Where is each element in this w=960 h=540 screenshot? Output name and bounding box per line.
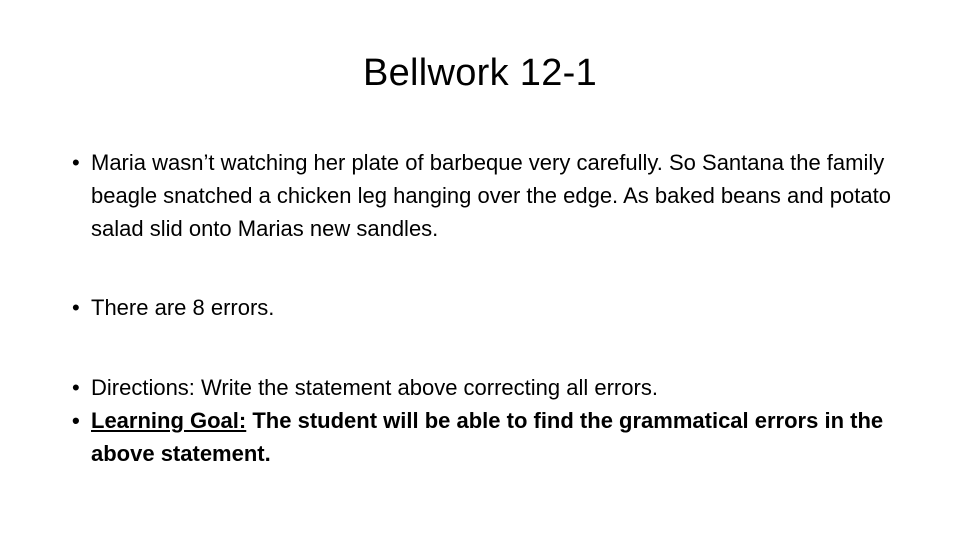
slide-title: Bellwork 12-1 <box>362 52 598 94</box>
learning-goal-label: Learning Goal: <box>91 408 247 433</box>
bullet-error-count: • There are 8 errors. <box>72 291 892 324</box>
learning-goal-text: The student will be able to find the grammatical errors in the above statement. <box>91 408 884 466</box>
bullet-directions: • Directions: Write the statement above correcting all errors. <box>72 371 892 404</box>
bullet-learning-goal <box>72 404 892 470</box>
bullet-passage: • Maria wasn’t watching her plate of barbeque very carefully. So Santana the family beagle snatched a chicken leg hanging over the edge. As baked beans and potato salad slid onto Marias new sandles. <box>72 146 892 245</box>
bullet-list <box>72 146 892 470</box>
